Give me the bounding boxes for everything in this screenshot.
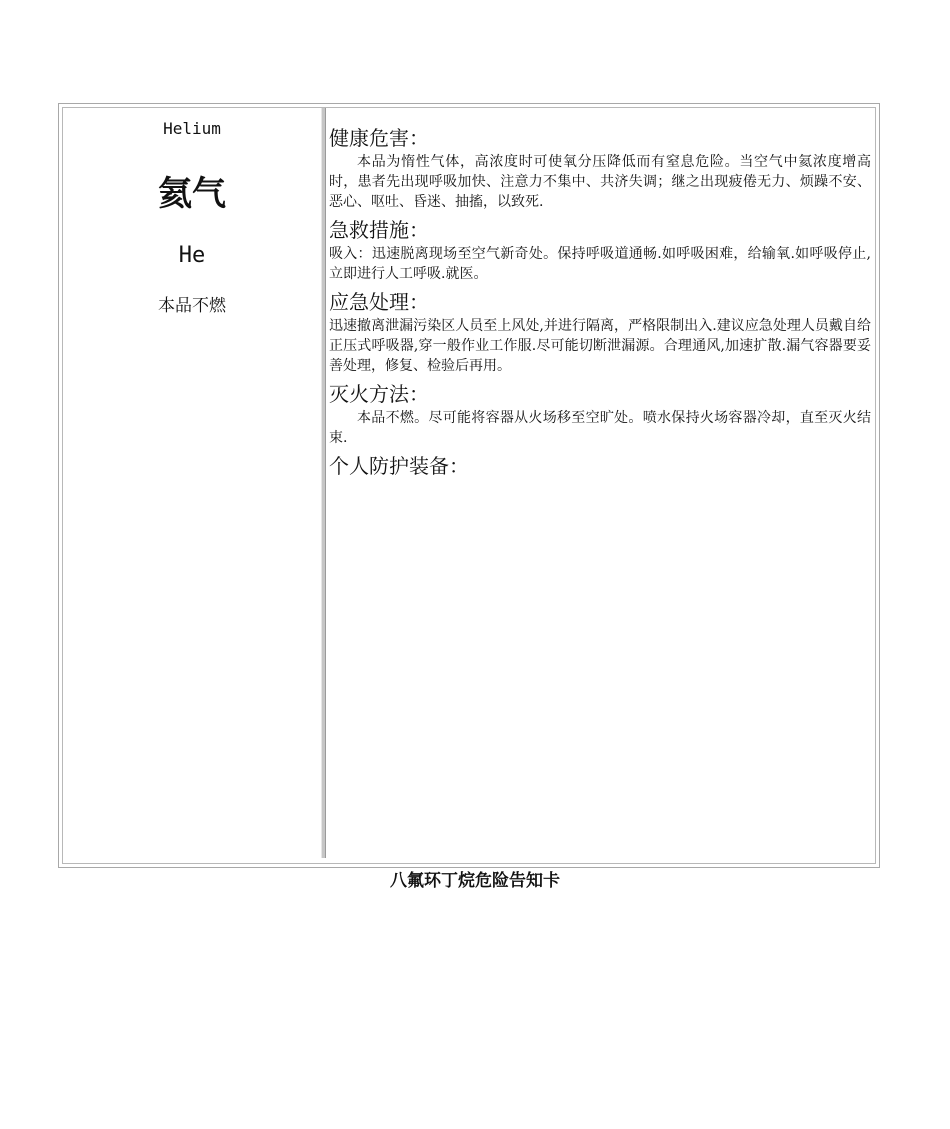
health-hazard-title: 健康危害： — [329, 126, 429, 150]
health-hazard-text: 本品为惰性气体，高浓度时可使氧分压降低而有窒息危险。当空气中氦浓度增高时，患者先出现呼吸加快、注意力不集中、共济失调；继之出现疲倦无力、烦躁不安、恶心、呕吐、昏迷、抽搐，以致死. — [329, 154, 871, 210]
fire-fighting-text: 本品不燃。尽可能将容器从火场移至空旷处。喷水保持火场容器冷却，直至灭火结束. — [329, 410, 871, 446]
first-aid-section — [329, 216, 871, 284]
hazard-card-inner-border — [62, 107, 876, 864]
card-caption: 八氟环丁烷危险告知卡 — [390, 871, 560, 891]
ppe-title: 个人防护装备： — [329, 454, 469, 478]
english-name: Helium — [163, 119, 221, 138]
flammability-note: 本品不燃 — [158, 296, 226, 316]
column-divider — [321, 108, 326, 858]
substance-identity-column — [63, 108, 321, 863]
hazard-info-column — [329, 108, 871, 863]
chemical-formula: He — [178, 243, 206, 268]
hazard-card — [58, 103, 880, 868]
emergency-response-text: 迅速撤离泄漏污染区人员至上风处,并进行隔离，严格限制出入.建议应急处理人员戴自给正压式呼吸器,穿一般作业工作服.尽可能切断泄漏源。合理通风,加速扩散.漏气容器要妥善处理，修复、检验后再用。 — [329, 318, 871, 374]
emergency-response-title: 应急处理： — [329, 290, 429, 314]
hazard-sections — [329, 124, 871, 482]
fire-fighting-title: 灭火方法： — [329, 382, 429, 406]
health-hazard-section — [329, 124, 871, 212]
first-aid-text: 吸入：迅速脱离现场至空气新奇处。保持呼吸道通畅.如呼吸困难，给输氧.如呼吸停止,立即进行人工呼吸.就医。 — [329, 246, 871, 282]
first-aid-title: 急救措施： — [329, 218, 429, 242]
chinese-name: 氦气 — [158, 174, 226, 214]
ppe-section — [329, 452, 871, 480]
emergency-response-section — [329, 288, 871, 376]
fire-fighting-section — [329, 380, 871, 448]
